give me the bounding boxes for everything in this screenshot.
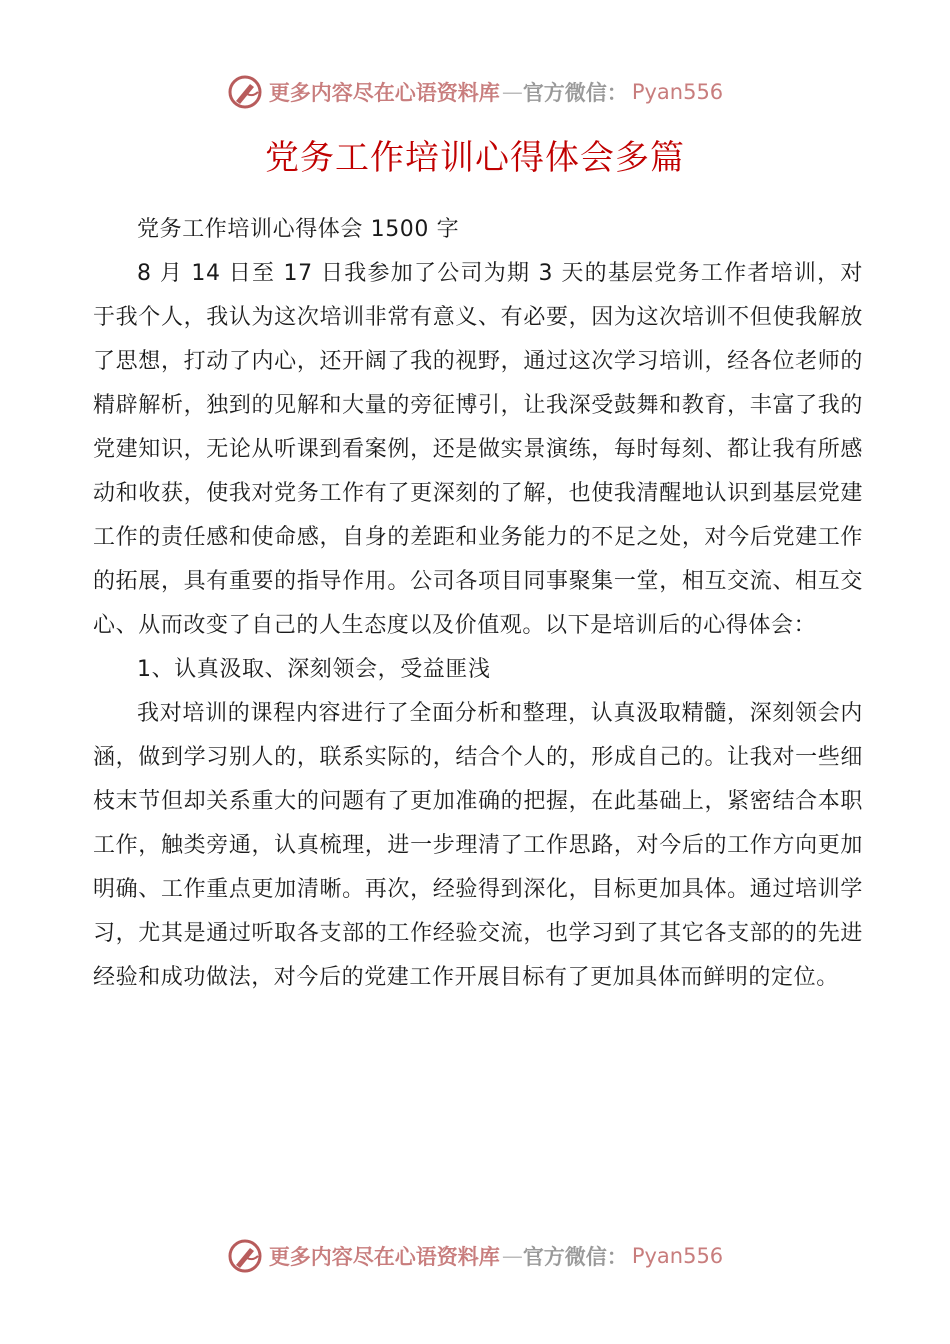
pen-logo-icon bbox=[227, 1238, 263, 1274]
section-heading: 党务工作培训心得体会 1500 字 bbox=[137, 217, 460, 242]
watermark-wechat-id: Pyan556 bbox=[631, 1244, 724, 1268]
watermark-wechat-id: Pyan556 bbox=[631, 80, 724, 104]
watermark-label: 官方微信： bbox=[522, 80, 628, 105]
footer-watermark bbox=[0, 1238, 950, 1274]
document-body bbox=[93, 208, 863, 1000]
subsection-heading: 1、认真汲取、深刻领会，受益匪浅 bbox=[137, 657, 491, 682]
body-paragraph: 8 月 14 日至 17 日我参加了公司为期 3 天的基层党务工作者培训，对于我个人，我认为这次培训非常有意义、有必要，因为这次培训不但使我解放了思想，打动了内心，还开阔了我的视野，通过这次学习培训，经各位老师的精辟解析，独到的见解和大量的旁征博引，让我深受鼓舞和教育，丰富了我的党建知识，无论从听课到看案例，还是做实景演练，每时每刻、都让我有所感动和收获，使我对党务工作有了更深刻的了解，也使我清醒地认识到基层党建工作的责任感和使命感，自身的差距和业务能力的不足之处，对今后党建工作的拓展，具有重要的指导作用。公司各项目同事聚集一堂，相互交流、相互交心、从而改变了自己的人生态度以及价值观。以下是培训后的心得体会： bbox=[93, 261, 863, 638]
watermark-dash: — bbox=[501, 80, 521, 104]
watermark-dash: — bbox=[501, 1244, 521, 1268]
watermark-label: 官方微信： bbox=[522, 1244, 628, 1269]
watermark-site-text: 更多内容尽在心语资料库 bbox=[268, 1244, 500, 1269]
body-paragraph: 我对培训的课程内容进行了全面分析和整理，认真汲取精髓，深刻领会内涵，做到学习别人的，联系实际的，结合个人的，形成自己的。让我对一些细枝末节但却关系重大的问题有了更加准确的把握，在此基础上，紧密结合本职工作，触类旁通，认真梳理，进一步理清了工作思路，对今后的工作方向更加明确、工作重点更加清晰。再次，经验得到深化，目标更加具体。通过培训学习，尤其是通过听取各支部的工作经验交流，也学习到了其它各支部的的先进经验和成功做法，对今后的党建工作开展目标有了更加具体而鲜明的定位。 bbox=[93, 701, 863, 990]
header-watermark bbox=[0, 74, 950, 110]
watermark-site-text: 更多内容尽在心语资料库 bbox=[268, 80, 500, 105]
document-title: 党务工作培训心得体会多篇 bbox=[265, 138, 685, 178]
pen-logo-icon bbox=[227, 74, 263, 110]
